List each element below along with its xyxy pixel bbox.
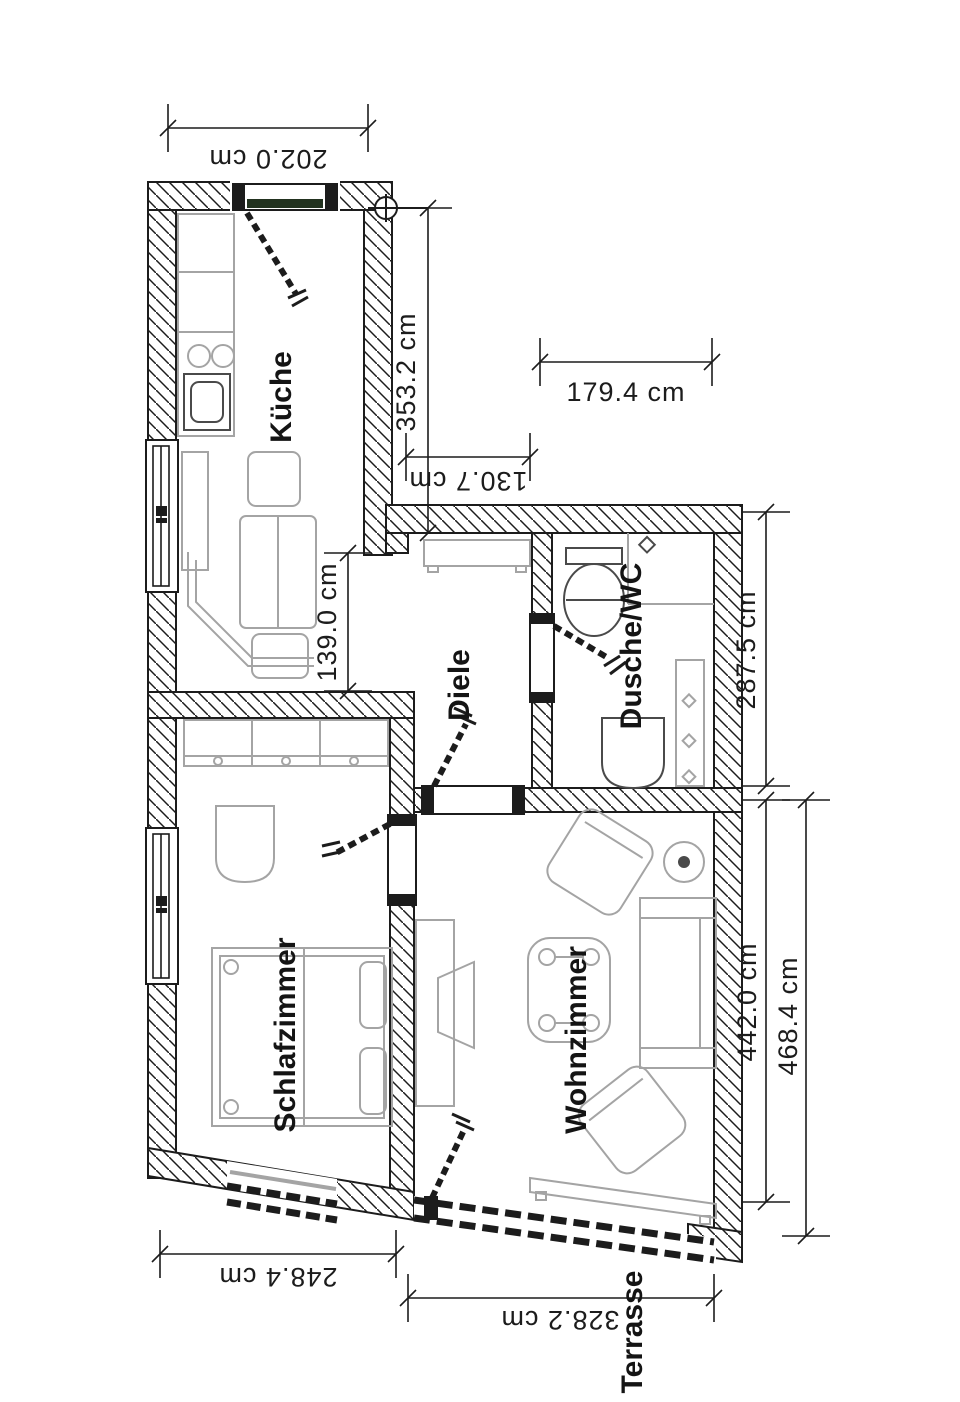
door-dusche-wc — [530, 614, 626, 702]
kueche-kitchen-units — [178, 214, 234, 570]
dim-label: 139.0 cm — [312, 562, 343, 682]
walls — [148, 182, 742, 1262]
tv-cabinet — [416, 920, 474, 1106]
door-kueche-entry — [230, 180, 340, 306]
door-hinge-icon — [452, 1114, 474, 1130]
room-label-terrasse: Terrasse — [615, 1270, 649, 1394]
room-label-dusche-wc: Dusche/WC — [614, 562, 648, 730]
door-leaf — [247, 213, 296, 294]
bed — [212, 948, 392, 1126]
door-leaf — [432, 1130, 464, 1198]
door-hinge-icon — [288, 290, 308, 306]
door-diele-wohnzimmer — [422, 708, 524, 814]
dim-wohnzimmer-outer-height — [773, 792, 830, 1244]
room-label-schlafzimmer: Schlafzimmer — [268, 937, 302, 1133]
tv-icon — [438, 962, 474, 1048]
chair — [252, 634, 308, 678]
dim-kueche-passage-height — [312, 545, 372, 699]
wall-kueche-schlafzimmer — [148, 692, 414, 718]
door-leaf — [434, 724, 466, 786]
armchair — [216, 806, 274, 882]
window-kueche-left — [146, 440, 178, 592]
sofa — [640, 898, 716, 1068]
dim-label: 130.7 cm — [408, 465, 528, 496]
door-leaf — [554, 626, 608, 658]
dim-label: 179.4 cm — [566, 377, 686, 408]
dim-schlafzimmer-bottom-width — [152, 1230, 404, 1292]
door-leaf — [334, 824, 390, 854]
door-schlafzimmer — [322, 815, 416, 905]
dim-label: 442.0 cm — [732, 942, 763, 1062]
dim-label: 328.2 cm — [500, 1304, 620, 1335]
dim-label: 248.4 cm — [218, 1261, 338, 1292]
wc-tank — [566, 548, 622, 564]
wall-diele-top-step — [386, 533, 408, 553]
window-terrasse-front — [414, 1114, 716, 1262]
room-label-wohnzimmer: Wohnzimmer — [559, 946, 593, 1134]
room-label-diele: Diele — [442, 649, 476, 721]
shower-head-icon — [639, 537, 655, 553]
pillow — [360, 962, 386, 1028]
bath-vanity — [676, 660, 704, 786]
dim-label: 353.2 cm — [391, 312, 422, 432]
dim-terrasse-width — [400, 1274, 722, 1335]
window-schlafzimmer-left — [146, 828, 178, 984]
wall-diele-top — [386, 505, 742, 533]
sink-basin-icon — [188, 345, 210, 367]
dim-label: 202.0 cm — [208, 143, 328, 174]
dim-label: 468.4 cm — [773, 956, 804, 1076]
room-label-kueche: Küche — [264, 351, 298, 443]
kueche-tall-cabinet — [182, 452, 208, 570]
pillow — [360, 1048, 386, 1114]
diele-sideboard — [424, 540, 530, 572]
dim-dusche-wc-width — [532, 338, 720, 407]
wall-schlafzimmer-right — [390, 718, 414, 1195]
wall-kueche-right — [364, 210, 392, 555]
dim-label: 287.5 cm — [731, 590, 762, 710]
chair — [248, 452, 300, 506]
dim-kueche-top-width — [160, 104, 376, 174]
sink-basin-icon — [212, 345, 234, 367]
dim-diele-top-width — [398, 433, 538, 496]
